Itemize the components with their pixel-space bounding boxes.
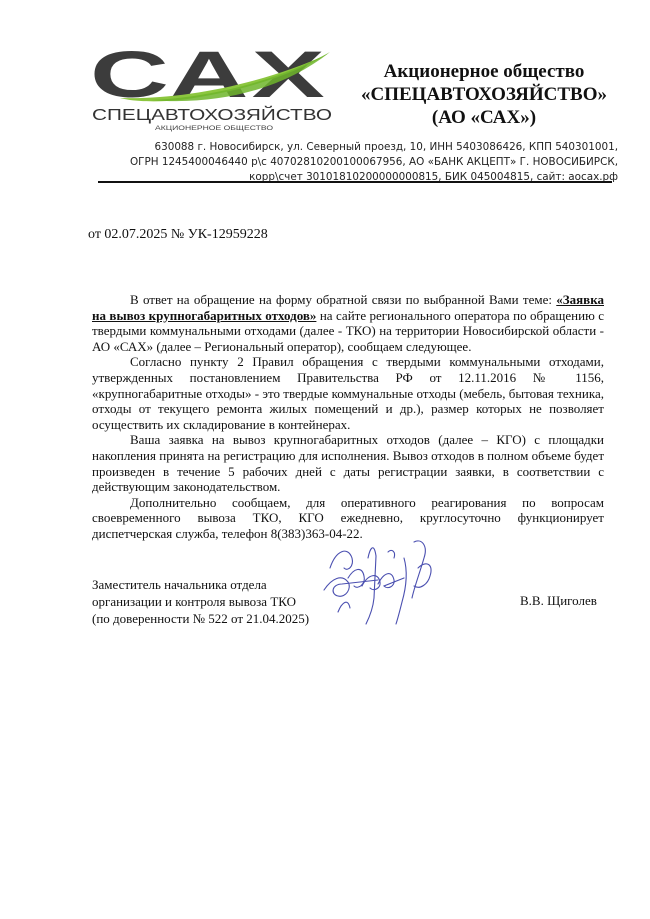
paragraph-1-intro: В ответ на обращение на форму обратной связи по выбранной Вами теме:	[130, 292, 557, 307]
signer-position-line2: организации и контроля вывоза ТКО	[92, 594, 297, 609]
signer-position-line3: (по доверенности № 522 от 21.04.2025)	[92, 611, 310, 626]
requisites-line2: ОГРН 1245400046440 р\с 40702810200100067956, АО «БАНК АКЦЕПТ» Г. НОВОСИБИРСК,	[129, 156, 618, 168]
requisites-line1: 630088 г. Новосибирск, ул. Северный проезд, 10, ИНН 5403086426, КПП 540301001,	[154, 141, 618, 153]
paragraph-3: Ваша заявка на вывоз крупногабаритных отходов (далее – КГО) с площадки накопления принята на регистрацию для исполнения. Вывоз отходов в полном объеме будет произведен в течение 5 рабочих дней с даты регистрации заявки, в соответствии с действующим законодательством.	[92, 432, 604, 495]
paragraph-4: Дополнительно сообщаем, для оперативного реагирования по вопросам своевременного вывоза ТКО, КГО ежедневно, круглосуточно функционирует диспетчерская служба, телефон 8(383)363-04-22.	[92, 494, 604, 541]
requisites-line3: корр\счет 30101810200000000815, БИК 045004815, сайт: aocax.рф	[249, 171, 618, 183]
paragraph-1-rest: на сайте регионального оператора по обращению с твердыми коммунальными отходами (далее - ТКО) на территории Новосибирской области - АО «САХ» (далее – Региональный оператор), сообщаем следующее.	[92, 307, 604, 354]
document-date-number: от 02.07.2025 № УК-12959228	[88, 227, 268, 242]
signer-name: В.В. Щиголев	[520, 593, 597, 608]
company-name-line2: «СПЕЦАВТОХОЗЯЙСТВО»	[361, 84, 607, 105]
paragraph-1	[92, 292, 604, 354]
letter-body	[92, 292, 604, 542]
company-name-line1: Акционерное общество	[383, 61, 585, 82]
header-divider	[98, 181, 612, 183]
signer-position-line1: Заместитель начальника отдела	[92, 577, 267, 592]
signer-position	[92, 576, 309, 627]
logo-main-text: САХ	[90, 40, 328, 111]
company-name	[350, 60, 618, 129]
logo-sub-text: СПЕЦАВТОХОЗЯЙСТВО	[92, 107, 272, 124]
paragraph-2: Согласно пункту 2 Правил обращения с твердыми коммунальными отходами, утвержденных постановлением Правительства РФ от 12.11.2016 № 1156, «крупногабаритные отходы» - это твердые коммунальные отходы (мебель, бытовая техника, отходы от текущего ремонта жилых помещений и др.), размер которых не позволяет осуществить их складирование в контейнерах.	[92, 354, 604, 432]
company-name-line3: (АО «САХ»)	[431, 107, 537, 128]
logo-small-text: АКЦИОНЕРНОЕ ОБЩЕСТВО	[155, 126, 274, 132]
request-topic: «Заявка на вывоз крупногабаритных отходов»	[92, 292, 604, 323]
company-requisites	[86, 140, 618, 185]
company-logo	[90, 40, 340, 135]
handwritten-signature	[318, 528, 448, 633]
